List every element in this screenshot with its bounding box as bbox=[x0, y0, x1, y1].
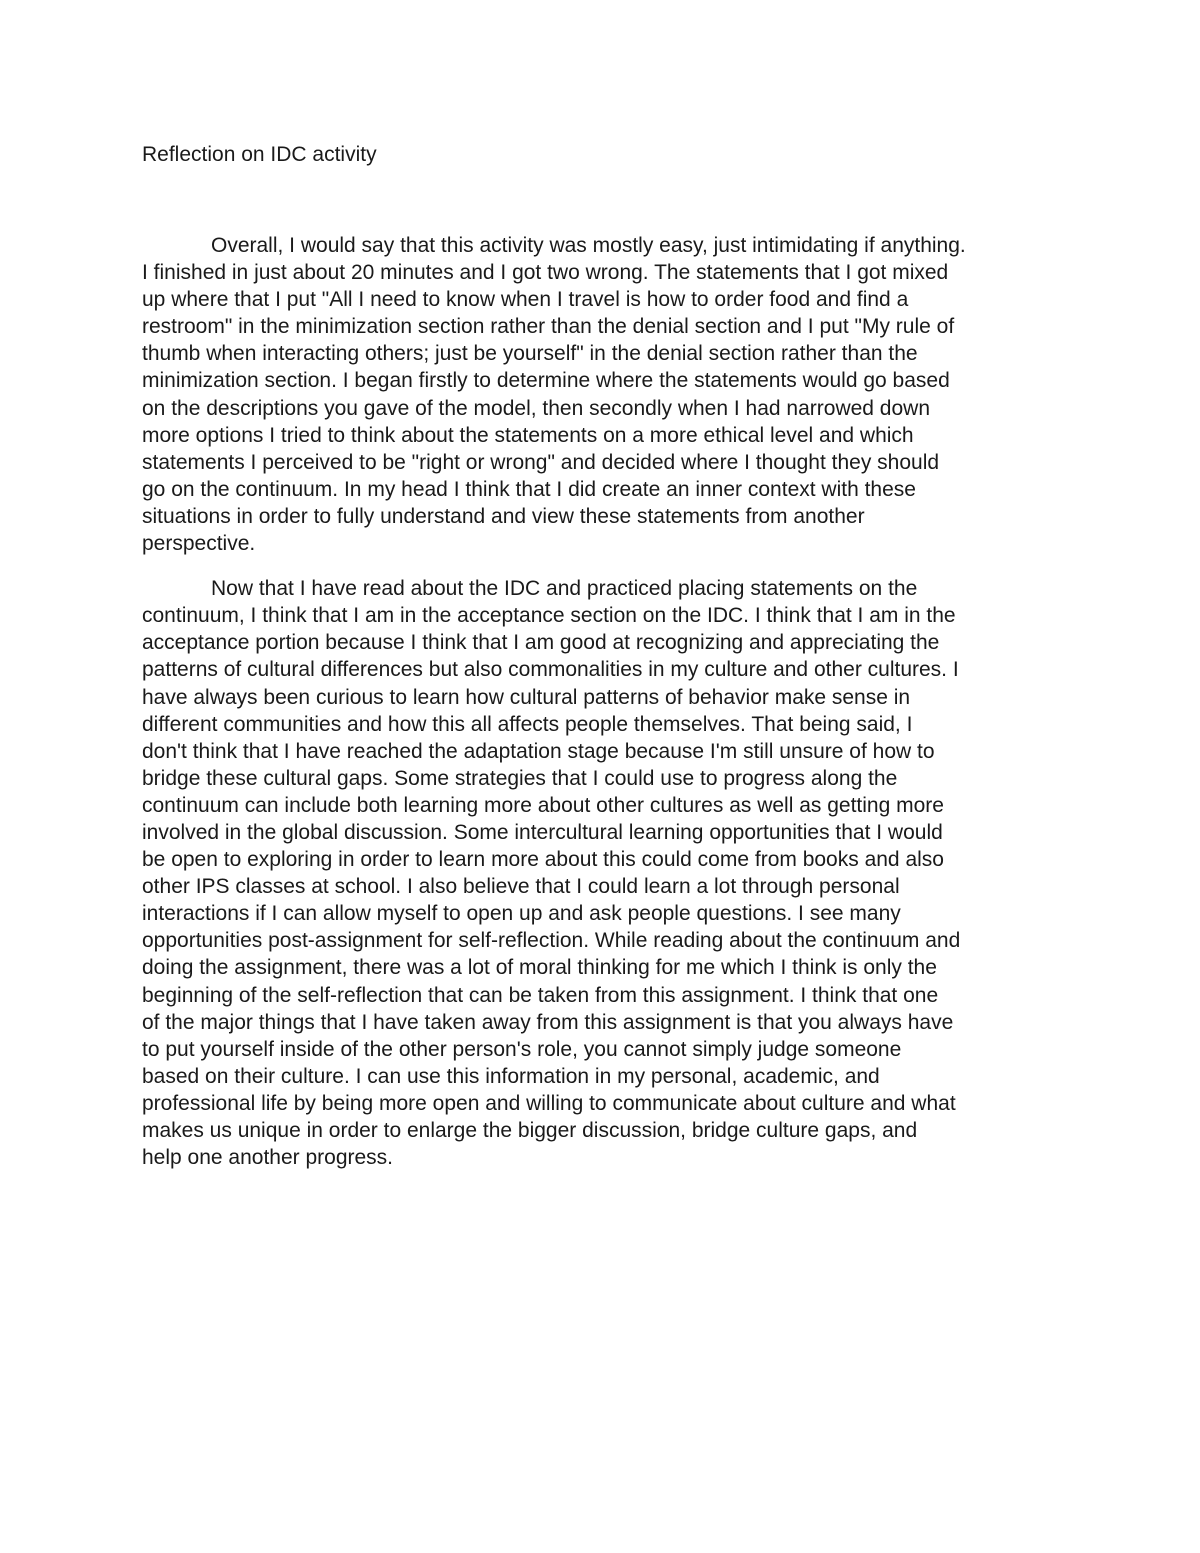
paragraph-line: to put yourself inside of the other person's role, you cannot simply judge someone bbox=[142, 1037, 902, 1061]
paragraph-line: I finished in just about 20 minutes and I got two wrong. The statements that I got mixed bbox=[142, 261, 949, 285]
paragraph-line: bridge these cultural gaps. Some strategies that I could use to progress along the bbox=[142, 766, 898, 790]
document-body bbox=[142, 232, 1072, 1171]
paragraph-line: more options I tried to think about the statements on a more ethical level and which bbox=[142, 423, 914, 447]
paragraph-line: beginning of the self-reflection that can be taken from this assignment. I think that one bbox=[142, 983, 939, 1007]
paragraph-line: minimization section. I began firstly to determine where the statements would go based bbox=[142, 369, 950, 393]
paragraph-line: professional life by being more open and willing to communicate about culture and what bbox=[142, 1091, 956, 1115]
paragraph-line: don't think that I have reached the adaptation stage because I'm still unsure of how to bbox=[142, 739, 935, 763]
body-paragraph bbox=[142, 232, 1072, 557]
paragraph-line: opportunities post-assignment for self-reflection. While reading about the continuum and bbox=[142, 929, 961, 953]
paragraph-line: continuum can include both learning more about other cultures as well as getting more bbox=[142, 793, 944, 817]
paragraph-line: help one another progress. bbox=[142, 1146, 394, 1170]
paragraph-line: perspective. bbox=[142, 532, 256, 556]
paragraph-line: doing the assignment, there was a lot of moral thinking for me which I think is only the bbox=[142, 956, 937, 980]
paragraph-line: on the descriptions you gave of the model, then secondly when I had narrowed down bbox=[142, 396, 931, 420]
paragraph-line: situations in order to fully understand and view these statements from another bbox=[142, 504, 865, 528]
paragraph-line: makes us unique in order to enlarge the bigger discussion, bridge culture gaps, and bbox=[142, 1119, 918, 1142]
paragraph-line: different communities and how this all affects people themselves. That being said, I bbox=[142, 712, 913, 736]
paragraph-line: continuum, I think that I am in the acceptance section on the IDC. I think that I am in the bbox=[142, 604, 956, 628]
paragraph-line: up where that I put "All I need to know when I travel is how to order food and find a bbox=[142, 288, 909, 312]
paragraph-line: Now that I have read about the IDC and practiced placing statements on the bbox=[211, 577, 918, 601]
paragraph-line: have always been curious to learn how cultural patterns of behavior make sense in bbox=[142, 685, 911, 709]
paragraph-line: go on the continuum. In my head I think that I did create an inner context with these bbox=[142, 477, 916, 501]
paragraph-line: patterns of cultural differences but also commonalities in my culture and other cultures. I bbox=[142, 658, 959, 682]
paragraph-line: statements I perceived to be "right or wrong" and decided where I thought they should bbox=[142, 450, 940, 474]
paragraph-line: Overall, I would say that this activity was mostly easy, just intimidating if anything. bbox=[211, 234, 966, 257]
paragraph-line: thumb when interacting others; just be yourself" in the denial section rather than the bbox=[142, 342, 918, 366]
paragraph-line: interactions if I can allow myself to open up and ask people questions. I see many bbox=[142, 902, 901, 926]
body-paragraph bbox=[142, 575, 1072, 1171]
paragraph-line: based on their culture. I can use this information in my personal, academic, and bbox=[142, 1064, 880, 1088]
document-title: Reflection on IDC activity bbox=[142, 143, 377, 166]
paragraph-line: acceptance portion because I think that I am good at recognizing and appreciating the bbox=[142, 631, 940, 655]
paragraph-line: involved in the global discussion. Some intercultural learning opportunities that I would bbox=[142, 820, 943, 844]
paragraph-line: restroom" in the minimization section rather than the denial section and I put "My rule of bbox=[142, 315, 955, 339]
paragraph-line: other IPS classes at school. I also believe that I could learn a lot through personal bbox=[142, 875, 900, 899]
paragraph-line: be open to exploring in order to learn more about this could come from books and also bbox=[142, 848, 944, 872]
paragraph-line: of the major things that I have taken away from this assignment is that you always have bbox=[142, 1010, 954, 1034]
